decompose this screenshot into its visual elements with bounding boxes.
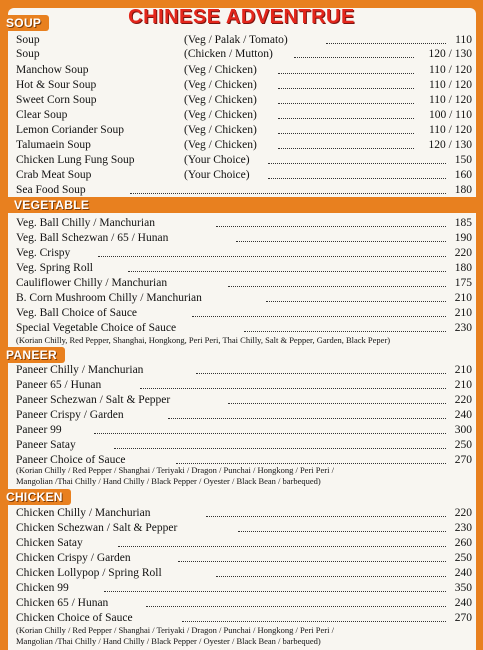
sauce-note-line-2: Mangolian /Thai Chilly / Hand Chilly / Black Pepper / Oyester / Black Bean / barbequed) — [16, 636, 321, 646]
menu-item: Talumaein Soup (Veg / Chicken) 120 / 130 — [16, 139, 472, 151]
menu-item: Chicken Choice of Sauce 270 — [16, 612, 472, 624]
menu-item: Soup (Chicken / Mutton) 120 / 130 — [16, 48, 472, 60]
menu-title: CHINESE ADVENTRUE — [128, 6, 355, 28]
sauce-note-line-1: (Korian Chilly / Red Pepper / Shanghai / Teriyaki / Dragon / Punchai / Hongkong / Peri Peri / — [16, 465, 334, 475]
sauce-note: (Korian Chilly, Red Pepper, Shanghai, Hongkong, Peri Peri, Thai Chilly, Salt & Pepper, Garden, Black Peper) — [16, 335, 391, 345]
menu-item: Cauliflower Chilly / Manchurian 175 — [16, 277, 472, 289]
menu-item: Veg. Ball Chilly / Manchurian 185 — [16, 217, 472, 229]
menu-item: Special Vegetable Choice of Sauce 230 — [16, 322, 472, 334]
menu-item: Veg. Ball Choice of Sauce 210 — [16, 307, 472, 319]
section-header-soup: SOUP — [0, 15, 49, 31]
menu-item: Paneer Crispy / Garden 240 — [16, 409, 472, 421]
menu-item: Hot & Sour Soup (Veg / Chicken) 110 / 120 — [16, 79, 472, 91]
section-header-paneer: PANEER — [0, 347, 65, 363]
menu-item: Paneer 65 / Hunan 210 — [16, 379, 472, 391]
sauce-note-line-2: Mangolian /Thai Chilly / Hand Chilly / Black Pepper / Oyester / Black Bean / barbequed) — [16, 476, 321, 486]
section-header-vegetable: VEGETABLE — [8, 197, 483, 213]
menu-item: Soup (Veg / Palak / Tomato) 110 — [16, 34, 472, 46]
menu-item: Veg. Spring Roll 180 — [16, 262, 472, 274]
menu-item: Clear Soup (Veg / Chicken) 100 / 110 — [16, 109, 472, 121]
menu-item: Chicken Satay 260 — [16, 537, 472, 549]
menu-item: B. Corn Mushroom Chilly / Manchurian 210 — [16, 292, 472, 304]
menu-item: Chicken Lollypop / Spring Roll 240 — [16, 567, 472, 579]
menu-item: Chicken Schezwan / Salt & Pepper 230 — [16, 522, 472, 534]
menu-item: Manchow Soup (Veg / Chicken) 110 / 120 — [16, 64, 472, 76]
menu-item: Lemon Coriander Soup (Veg / Chicken) 110 / 120 — [16, 124, 472, 136]
menu-item: Paneer Chilly / Manchurian 210 — [16, 364, 472, 376]
menu-item: Chicken 65 / Hunan 240 — [16, 597, 472, 609]
sauce-note-line-1: (Korian Chilly / Red Pepper / Shanghai / Teriyaki / Dragon / Punchai / Hongkong / Peri Peri / — [16, 625, 334, 635]
menu-item: Chicken Lung Fung Soup (Your Choice) 150 — [16, 154, 472, 166]
menu-item: Chicken Crispy / Garden 250 — [16, 552, 472, 564]
menu-item: Paneer Satay 250 — [16, 439, 472, 451]
menu-item: Crab Meat Soup (Your Choice) 160 — [16, 169, 472, 181]
menu-item: Veg. Ball Schezwan / 65 / Hunan 190 — [16, 232, 472, 244]
menu-item: Paneer Schezwan / Salt & Pepper 220 — [16, 394, 472, 406]
menu-item: Chicken Chilly / Manchurian 220 — [16, 507, 472, 519]
menu-item: Paneer Choice of Sauce 270 — [16, 454, 472, 466]
menu-item: Sweet Corn Soup (Veg / Chicken) 110 / 120 — [16, 94, 472, 106]
menu-item: Sea Food Soup 180 — [16, 184, 472, 196]
menu-item: Veg. Crispy 220 — [16, 247, 472, 259]
menu-item: Paneer 99 300 — [16, 424, 472, 436]
menu-item: Chicken 99 350 — [16, 582, 472, 594]
section-header-chicken: CHICKEN — [0, 489, 71, 505]
